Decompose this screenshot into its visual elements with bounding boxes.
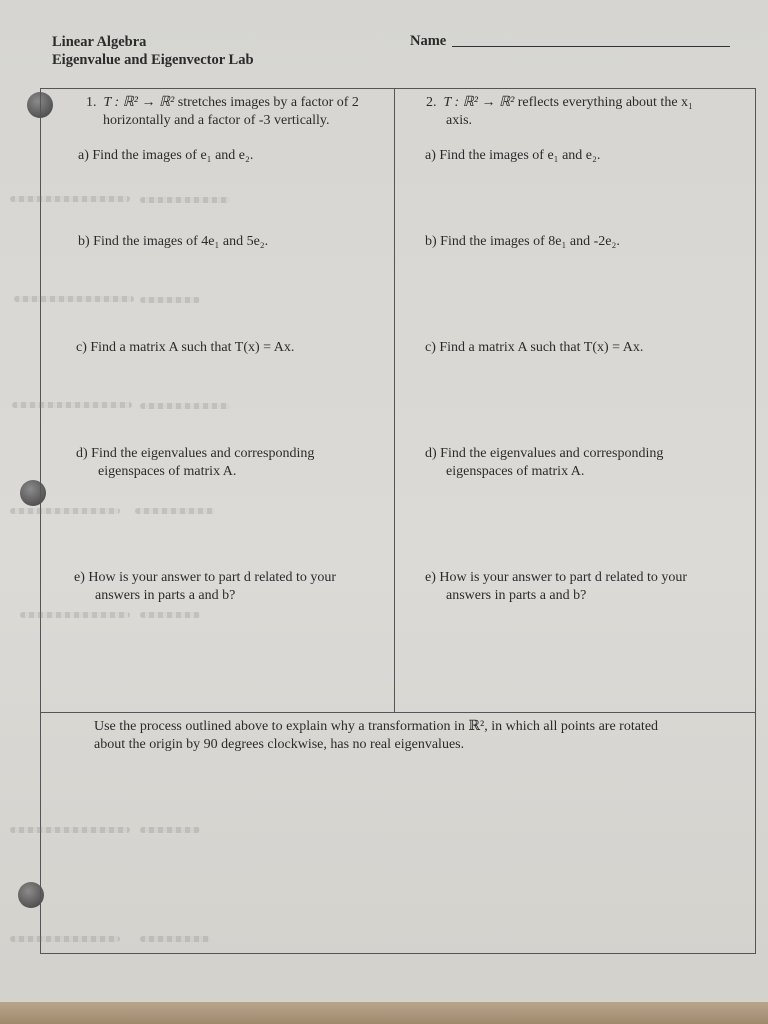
show-through-mark [10, 827, 130, 833]
problem-1-number: 1. [86, 95, 97, 110]
problem-3-line-2: about the origin by 90 degrees clockwise, has no real eigenvalues. [94, 737, 465, 752]
lab-title: Eigenvalue and Eigenvector Lab [52, 52, 254, 68]
show-through-mark [140, 612, 200, 618]
name-label: Name [410, 33, 447, 49]
problem-3-line-1 [94, 718, 658, 736]
problem-1-map: T : ℝ² → ℝ² [103, 95, 175, 110]
show-through-mark [14, 296, 134, 302]
show-through-mark [140, 936, 210, 942]
show-through-mark [12, 402, 132, 408]
column-divider [394, 88, 395, 712]
problem-2-statement [426, 94, 693, 112]
problem-2b: b) Find the images of 8e₁ and -2e₂. [425, 234, 620, 249]
problem-2-text-line-2: axis. [446, 113, 473, 128]
show-through-mark [140, 297, 200, 303]
problem-1-statement [86, 94, 359, 112]
show-through-mark [10, 936, 120, 942]
show-through-mark [140, 827, 200, 833]
problem-1-text-line-1: stretches images by a factor of 2 [177, 95, 359, 110]
problem-2-number: 2. [426, 95, 437, 110]
problem-2-text-line-1: reflects everything about the x₁ [517, 95, 693, 110]
show-through-mark [10, 508, 120, 514]
course-title: Linear Algebra [52, 34, 147, 50]
problem-3-text-a: Use the process outlined above to explain why a transformation in [94, 719, 465, 734]
problem-2-map: T : ℝ² → ℝ² [443, 95, 515, 110]
worksheet-grid [40, 88, 756, 954]
problem-2e-line-2: answers in parts a and b? [446, 588, 587, 603]
problem-3-space: ℝ² [468, 719, 485, 734]
show-through-mark [140, 403, 230, 409]
problem-1d-line-1: d) Find the eigenvalues and corresponding [76, 446, 315, 461]
show-through-mark [140, 197, 230, 203]
table-surface [0, 1002, 768, 1024]
problem-2c: c) Find a matrix A such that T(x) = Ax. [425, 340, 644, 355]
name-line [452, 46, 730, 47]
problem-2e-line-1: e) How is your answer to part d related to your [425, 570, 688, 585]
problem-1e-line-2: answers in parts a and b? [95, 588, 236, 603]
problem-2d-line-2: eigenspaces of matrix A. [446, 464, 585, 479]
problem-2d-line-1: d) Find the eigenvalues and corresponding [425, 446, 664, 461]
show-through-mark [135, 508, 215, 514]
problem-1e-line-1: e) How is your answer to part d related to your [74, 570, 337, 585]
row-divider [40, 712, 755, 713]
problem-2a: a) Find the images of e₁ and e₂. [425, 148, 601, 163]
problem-1a: a) Find the images of e₁ and e₂. [78, 148, 254, 163]
problem-3-text-b: , in which all points are rotated [484, 719, 659, 734]
problem-1d-line-2: eigenspaces of matrix A. [98, 464, 237, 479]
problem-1c: c) Find a matrix A such that T(x) = Ax. [76, 340, 295, 355]
problem-1-text-line-2: horizontally and a factor of -3 vertically. [103, 113, 330, 128]
problem-1b: b) Find the images of 4e₁ and 5e₂. [78, 234, 269, 249]
page-title [52, 33, 254, 69]
show-through-mark [10, 196, 130, 202]
show-through-mark [20, 612, 130, 618]
